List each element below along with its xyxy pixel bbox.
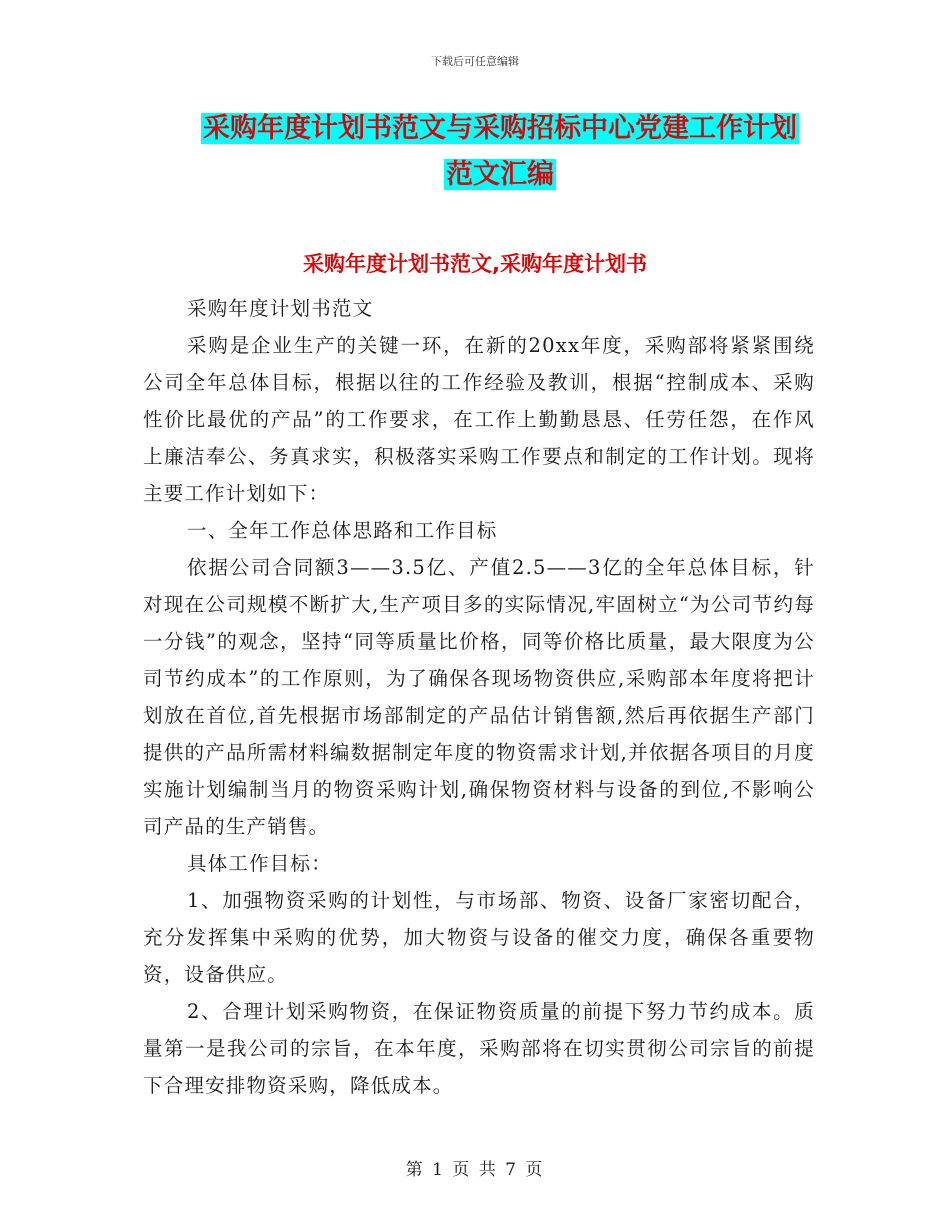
page-number: 第 1 页 共 7 页 bbox=[405, 1160, 545, 1180]
paragraph-goal-detail: 依据公司合同额3——3.5亿、产值2.5——3亿的全年总体目标，针对现在公司规模不断扩大,生产项目多的实际情况,牢固树立“为公司节约每一分钱”的观念，坚持“同等质量比价格，同等价格比质量，最大限度为公司节约成本”的工作原则，为了确保各现场物资供应,采购部本年度将把计划放在首位,首先根据市场部制定的产品估计销售额,然后再依据生产部门提供的产品所需材料编数据制定年度的物资需求计划,并依据各项目的月度实施计划编制当月的物资采购计划,确保物资材料与设备的到位,不影响公司产品的生产销售。 bbox=[143, 556, 815, 838]
paragraph-section-heading: 采购年度计划书范文 bbox=[187, 297, 374, 320]
paragraph-goal-heading: 一、全年工作总体思路和工作目标 bbox=[187, 519, 498, 542]
paragraph-specific-heading: 具体工作目标： bbox=[187, 852, 332, 875]
paragraph-item-1: 1、加强物资采购的计划性，与市场部、物资、设备厂家密切配合，充分发挥集中采购的优势，加大物资与设备的催交力度，确保各重要物资，设备供应。 bbox=[143, 889, 815, 986]
page-header-note: 下载后可任意编辑 bbox=[431, 55, 519, 68]
document-subtitle: 采购年度计划书范文,采购年度计划书 bbox=[303, 252, 647, 276]
paragraph-intro: 采购是企业生产的关键一环，在新的20xx年度，采购部将紧紧围绕公司全年总体目标，根据以往的工作经验及教训，根据“控制成本、采购性价比最优的产品”的工作要求，在工作上勤勤恳恳、任劳任怨，在作风上廉洁奉公、务真求实，积极落实采购工作要点和制定的工作计划。现将主要工作计划如下： bbox=[143, 334, 815, 505]
document-body bbox=[143, 290, 815, 1104]
document-title bbox=[195, 106, 805, 198]
document-title-text: 采购年度计划书范文与采购招标中心党建工作计划范文汇编 bbox=[203, 113, 797, 190]
paragraph-item-2: 2、合理计划采购物资，在保证物资质量的前提下努力节约成本。质量第一是我公司的宗旨，在本年度，采购部将在切实贯彻公司宗旨的前提下合理安排物资采购，降低成本。 bbox=[143, 1000, 815, 1097]
